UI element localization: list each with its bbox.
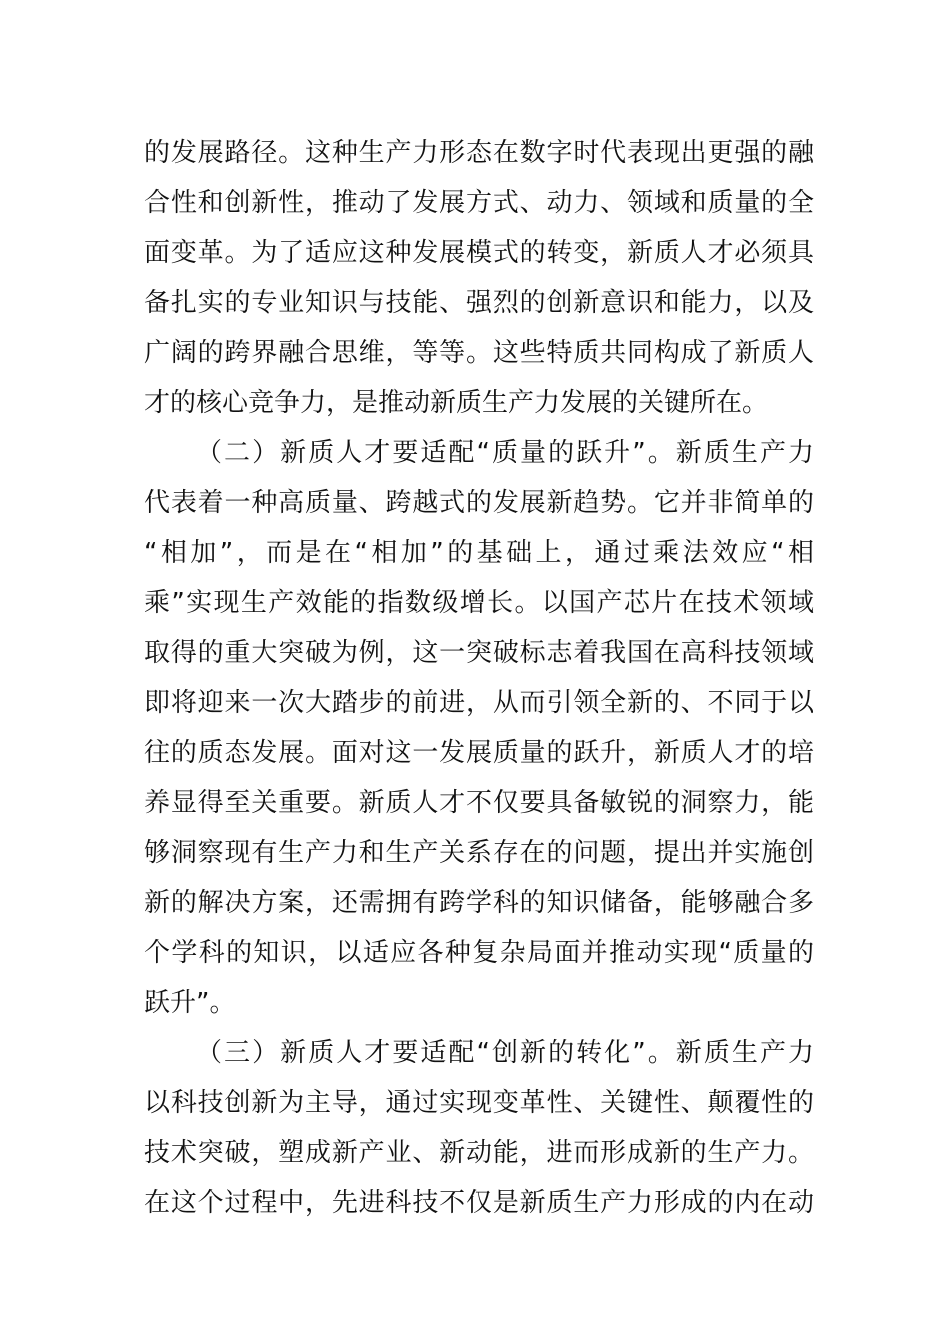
text-line: （三）新质人才要适配“创新的转化”。新质生产力 bbox=[196, 1038, 814, 1068]
text-line: 新的解决方案，还需拥有跨学科的知识储备，能够融合多 bbox=[144, 888, 814, 918]
text-line: 即将迎来一次大踏步的前进，从而引领全新的、不同于以 bbox=[144, 688, 814, 718]
text-line: 取得的重大突破为例，这一突破标志着我国在高科技领域 bbox=[144, 638, 814, 668]
text-line: 乘”实现生产效能的指数级增长。以国产芯片在技术领域 bbox=[144, 588, 814, 618]
text-line: 广阔的跨界融合思维，等等。这些特质共同构成了新质人 bbox=[144, 338, 814, 368]
paragraph-1 bbox=[144, 128, 814, 428]
text-line: 才的核心竞争力，是推动新质生产力发展的关键所在。 bbox=[144, 388, 769, 418]
paragraph-2 bbox=[144, 428, 814, 1028]
text-line: 够洞察现有生产力和生产关系存在的问题，提出并实施创 bbox=[144, 838, 814, 868]
text-line: 在这个过程中，先进科技不仅是新质生产力形成的内在动 bbox=[144, 1188, 814, 1218]
text-line: 养显得至关重要。新质人才不仅要具备敏锐的洞察力，能 bbox=[144, 788, 814, 818]
document-body bbox=[144, 128, 814, 1228]
text-line: 往的质态发展。面对这一发展质量的跃升，新质人才的培 bbox=[144, 738, 814, 768]
text-line: 代表着一种高质量、跨越式的发展新趋势。它并非简单的 bbox=[144, 488, 814, 518]
text-line: 合性和创新性，推动了发展方式、动力、领域和质量的全 bbox=[144, 188, 814, 218]
text-line: 个学科的知识，以适应各种复杂局面并推动实现“质量的 bbox=[144, 938, 814, 968]
text-line: （二）新质人才要适配“质量的跃升”。新质生产力 bbox=[196, 438, 814, 468]
text-line: 以科技创新为主导，通过实现变革性、关键性、颠覆性的 bbox=[144, 1088, 814, 1118]
text-line: 跃升”。 bbox=[144, 988, 236, 1018]
text-line: 备扎实的专业知识与技能、强烈的创新意识和能力，以及 bbox=[144, 288, 814, 318]
paragraph-3 bbox=[144, 1028, 814, 1228]
text-line: 面变革。为了适应这种发展模式的转变，新质人才必须具 bbox=[144, 238, 814, 268]
text-line: 的发展路径。这种生产力形态在数字时代表现出更强的融 bbox=[144, 138, 814, 168]
text-line: “相加”，而是在“相加”的基础上，通过乘法效应“相 bbox=[144, 538, 814, 568]
text-line: 技术突破，塑成新产业、新动能，进而形成新的生产力。 bbox=[144, 1138, 814, 1168]
